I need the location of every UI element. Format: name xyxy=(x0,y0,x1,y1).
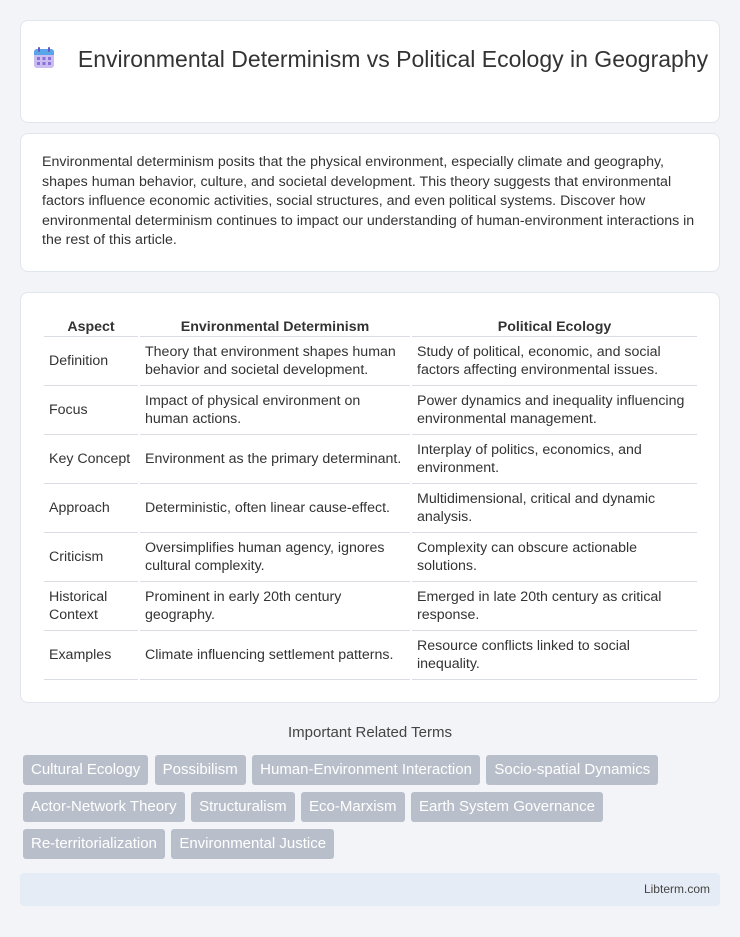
ecology-cell: Power dynamics and inequality influencing environmental management. xyxy=(412,386,697,435)
calendar-icon xyxy=(32,46,56,70)
related-term-tag[interactable]: Eco-Marxism xyxy=(301,792,405,822)
related-term-tag[interactable]: Cultural Ecology xyxy=(23,755,148,785)
aspect-cell: Focus xyxy=(44,386,138,435)
header-environmental-determinism: Environmental Determinism xyxy=(140,315,410,337)
ecology-cell: Study of political, economic, and social factors affecting environmental issues. xyxy=(412,337,697,386)
aspect-cell: Approach xyxy=(44,484,138,533)
related-terms-heading: Important Related Terms xyxy=(288,724,452,741)
determinism-cell: Environment as the primary determinant. xyxy=(140,435,410,484)
related-term-tag[interactable]: Possibilism xyxy=(155,755,246,785)
related-term-tag[interactable]: Actor-Network Theory xyxy=(23,792,185,822)
determinism-cell: Theory that environment shapes human behavior and societal development. xyxy=(140,337,410,386)
ecology-cell: Resource conflicts linked to social inequality. xyxy=(412,631,697,680)
title-card xyxy=(20,20,720,123)
ecology-cell: Complexity can obscure actionable solutions. xyxy=(412,533,697,582)
table-row xyxy=(44,631,697,680)
ecology-cell: Emerged in late 20th century as critical response. xyxy=(412,582,697,631)
related-term-tag[interactable]: Structuralism xyxy=(191,792,295,822)
aspect-cell: Examples xyxy=(44,631,138,680)
determinism-cell: Deterministic, often linear cause-effect. xyxy=(140,484,410,533)
aspect-cell: Definition xyxy=(44,337,138,386)
table-header-row xyxy=(44,315,697,337)
header-political-ecology: Political Ecology xyxy=(412,315,697,337)
determinism-cell: Climate influencing settlement patterns. xyxy=(140,631,410,680)
related-term-tag[interactable]: Re-territorialization xyxy=(23,829,165,859)
table-row xyxy=(44,435,697,484)
related-term-tag[interactable]: Socio-spatial Dynamics xyxy=(486,755,658,785)
page-title-text: Environmental Determinism vs Political Ecology in Geography xyxy=(77,46,709,72)
table-row xyxy=(44,484,697,533)
table-row xyxy=(44,386,697,435)
footer-bar xyxy=(20,873,720,906)
related-term-tag[interactable]: Human-Environment Interaction xyxy=(252,755,480,785)
comparison-card xyxy=(20,292,720,703)
determinism-cell: Prominent in early 20th century geography. xyxy=(140,582,410,631)
aspect-cell: Historical Context xyxy=(44,582,138,631)
related-term-tag[interactable]: Environmental Justice xyxy=(171,829,334,859)
ecology-cell: Interplay of politics, economics, and environment. xyxy=(412,435,697,484)
related-terms-list xyxy=(23,755,713,866)
table-row xyxy=(44,582,697,631)
comparison-table xyxy=(42,315,699,680)
intro-card xyxy=(20,133,720,272)
page-title xyxy=(21,45,719,74)
intro-paragraph: Environmental determinism posits that the physical environment, especially climate and geography, shapes human behavior, culture, and societal development. This theory suggests that environmental factors influence economic activities, social structures, and even political systems. Discover how environmental determinism continues to impact our understanding of human-environment interactions in the rest of this article. xyxy=(42,154,695,248)
header-aspect: Aspect xyxy=(44,315,138,337)
ecology-cell: Multidimensional, critical and dynamic analysis. xyxy=(412,484,697,533)
related-term-tag[interactable]: Earth System Governance xyxy=(411,792,603,822)
determinism-cell: Oversimplifies human agency, ignores cultural complexity. xyxy=(140,533,410,582)
determinism-cell: Impact of physical environment on human actions. xyxy=(140,386,410,435)
footer-site-link[interactable]: Libterm.com xyxy=(643,882,710,896)
aspect-cell: Key Concept xyxy=(44,435,138,484)
aspect-cell: Criticism xyxy=(44,533,138,582)
table-row xyxy=(44,533,697,582)
table-row xyxy=(44,337,697,386)
